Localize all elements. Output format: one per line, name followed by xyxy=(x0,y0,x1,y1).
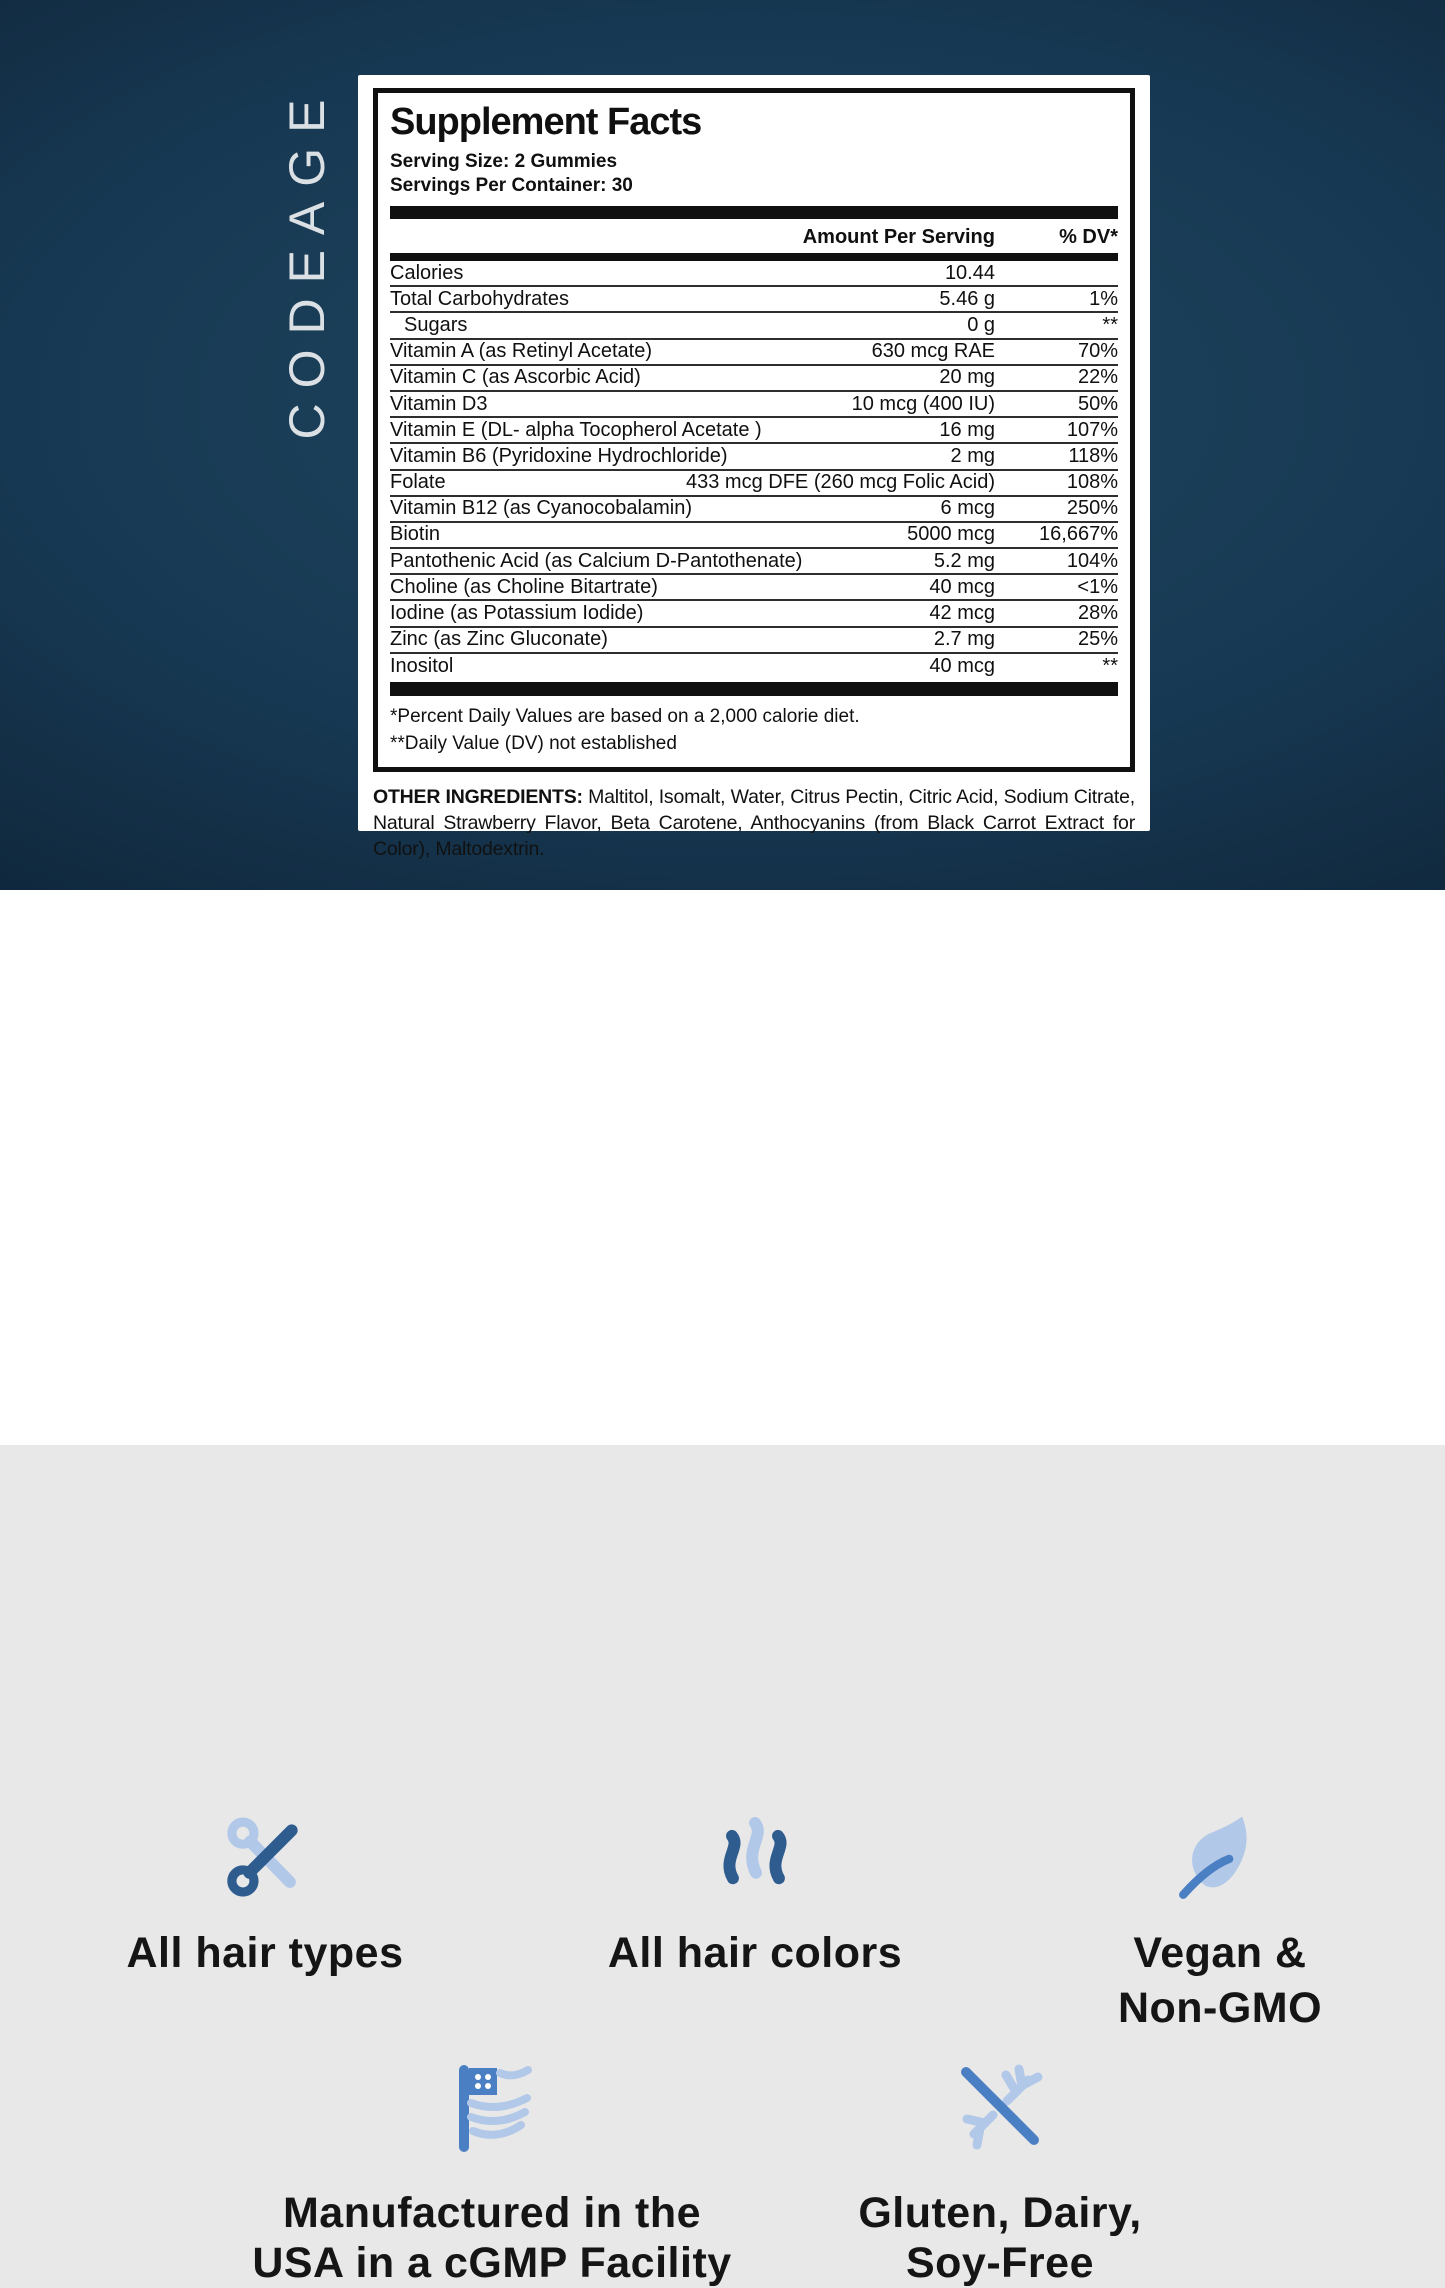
nutrient-amount: 5.46 g xyxy=(939,287,995,310)
nutrient-amount: 2.7 mg xyxy=(933,628,995,651)
table-row xyxy=(390,392,1118,418)
brand-logo-vertical: CODEAGE xyxy=(279,84,335,440)
feature-made-in-usa xyxy=(192,2058,792,2288)
nutrient-amount: 42 mcg xyxy=(929,602,995,625)
nutrient-dv: ** xyxy=(1102,313,1118,336)
table-row xyxy=(390,287,1118,313)
feature-label xyxy=(1000,1926,1440,2036)
hero-background xyxy=(0,0,1445,890)
feature-gluten-dairy-soy-free xyxy=(740,2058,1260,2288)
nutrient-dv: 104% xyxy=(1066,549,1118,572)
nutrient-name: Total Carbohydrates xyxy=(390,287,569,310)
nutrient-name: Vitamin B6 (Pyridoxine Hydrochloride) xyxy=(390,444,728,467)
table-row xyxy=(390,549,1118,575)
nutrient-name: Choline (as Choline Bitartrate) xyxy=(390,575,658,598)
table-row xyxy=(390,601,1118,627)
divider-bar-thick xyxy=(390,206,1118,219)
table-row xyxy=(390,471,1118,497)
table-row xyxy=(390,444,1118,470)
nutrient-amount: 10.44 xyxy=(944,261,995,284)
features-section xyxy=(0,890,1445,2287)
facts-header-row xyxy=(390,219,1118,253)
table-row xyxy=(390,366,1118,392)
nutrient-name: Zinc (as Zinc Gluconate) xyxy=(390,628,608,651)
nutrient-amount: 5000 mcg xyxy=(907,523,995,546)
feature-label-line2: Soy-Free xyxy=(905,2239,1094,2287)
feature-label xyxy=(192,2188,792,2288)
nutrient-amount: 6 mcg xyxy=(940,497,995,520)
nutrient-table xyxy=(390,261,1118,680)
nutrient-dv: 16,667% xyxy=(1039,523,1118,546)
nutrient-dv: 50% xyxy=(1077,392,1118,415)
footnotes xyxy=(390,696,1118,757)
serving-size: Serving Size: 2 Gummies xyxy=(390,151,618,172)
divider-bar-bottom xyxy=(390,682,1118,696)
nutrient-dv: <1% xyxy=(1077,575,1118,598)
nutrient-name: Inositol xyxy=(390,655,454,678)
nutrient-amount: 40 mcg xyxy=(929,575,995,598)
nutrient-dv: 1% xyxy=(1089,287,1118,310)
nutrient-dv: 22% xyxy=(1077,366,1118,389)
nutrient-name: Biotin xyxy=(390,523,441,546)
nutrient-amount: 0 g xyxy=(967,313,995,336)
feature-label: All hair types xyxy=(126,1929,404,1977)
table-row xyxy=(390,418,1118,444)
nutrient-name: Iodine (as Potassium Iodide) xyxy=(390,602,644,625)
table-row xyxy=(390,261,1118,287)
supplement-facts-card xyxy=(358,75,1150,860)
usa-flag-icon xyxy=(192,2058,792,2158)
percent-dv-header: % DV* xyxy=(1059,226,1118,248)
no-gluten-icon xyxy=(740,2058,1260,2158)
scissors-icon xyxy=(5,1812,525,1904)
nutrient-dv: 118% xyxy=(1068,444,1118,467)
nutrient-name: Vitamin E (DL- alpha Tocopherol Acetate ) xyxy=(390,418,762,441)
feature-vegan-non-gmo xyxy=(1000,1812,1440,2036)
nutrient-dv: 70% xyxy=(1077,340,1118,363)
servings-per-container: Servings Per Container: 30 xyxy=(390,175,633,196)
nutrient-amount: 433 mcg DFE (260 mcg Folic Acid) xyxy=(686,471,995,494)
nutrient-amount: 630 mcg RAE xyxy=(871,340,995,363)
feature-all-hair-types xyxy=(5,1812,525,1981)
nutrient-amount: 40 mcg xyxy=(929,655,995,678)
feature-label-line2: USA in a cGMP Facility xyxy=(252,2239,732,2287)
feature-label: All hair colors xyxy=(607,1929,903,1977)
nutrient-name: Calories xyxy=(390,261,464,284)
nutrient-dv: 25% xyxy=(1077,628,1118,651)
nutrient-amount: 20 mg xyxy=(939,366,995,389)
nutrient-name: Pantothenic Acid (as Calcium D-Pantothenate) xyxy=(390,549,803,572)
other-ingredients-label: OTHER INGREDIENTS: xyxy=(373,786,583,808)
nutrient-name: Vitamin D3 xyxy=(390,392,488,415)
nutrient-amount: 16 mg xyxy=(939,418,995,441)
nutrient-dv: ** xyxy=(1102,655,1118,678)
other-ingredients xyxy=(373,784,1135,862)
nutrient-dv: 250% xyxy=(1066,497,1118,520)
table-row xyxy=(390,654,1118,680)
nutrient-name: Vitamin A (as Retinyl Acetate) xyxy=(390,340,652,363)
nutrient-name: Vitamin C (as Ascorbic Acid) xyxy=(390,366,641,389)
nutrient-name: Vitamin B12 (as Cyanocobalamin) xyxy=(390,497,693,520)
feature-label-line1: Manufactured in the xyxy=(282,2189,702,2237)
footnote-dv-not-established: **Daily Value (DV) not established xyxy=(390,733,677,754)
other-ingredients-text: Maltitol, Isomalt, Water, Citrus Pectin, Citric Acid, Sodium Citrate, Natural Strawberry Flavor, Beta Carotene, Anthocyanins (from Black Carrot Extract for Color), Maltodextrin. xyxy=(373,786,1135,860)
table-row xyxy=(390,340,1118,366)
feature-label xyxy=(740,2188,1260,2288)
footnote-daily-values: *Percent Daily Values are based on a 2,000 calorie diet. xyxy=(390,706,860,727)
nutrient-amount: 2 mg xyxy=(950,444,995,467)
nutrient-amount: 5.2 mg xyxy=(933,549,995,572)
nutrient-dv: 108% xyxy=(1066,471,1118,494)
table-row xyxy=(390,575,1118,601)
table-row xyxy=(390,497,1118,523)
nutrient-name: Sugars xyxy=(404,313,468,336)
supplement-facts-box xyxy=(373,88,1135,772)
feature-label-line1: Gluten, Dairy, xyxy=(858,2189,1142,2237)
divider-bar-medium xyxy=(390,253,1118,261)
supplement-facts-title: Supplement Facts xyxy=(390,101,702,143)
table-row xyxy=(390,628,1118,654)
table-row xyxy=(390,313,1118,339)
table-row xyxy=(390,523,1118,549)
leaf-icon xyxy=(1000,1812,1440,1904)
nutrient-dv: 107% xyxy=(1066,418,1118,441)
feature-label-line1: Vegan & xyxy=(1133,1929,1307,1977)
hair-strands-icon xyxy=(495,1812,1015,1904)
amount-per-serving-header: Amount Per Serving xyxy=(802,226,995,248)
feature-all-hair-colors xyxy=(495,1812,1015,1981)
nutrient-name: Folate xyxy=(390,471,446,494)
feature-label-line2: Non-GMO xyxy=(1117,1984,1323,2032)
nutrient-dv: 28% xyxy=(1077,602,1118,625)
nutrient-amount: 10 mcg (400 IU) xyxy=(851,392,995,415)
